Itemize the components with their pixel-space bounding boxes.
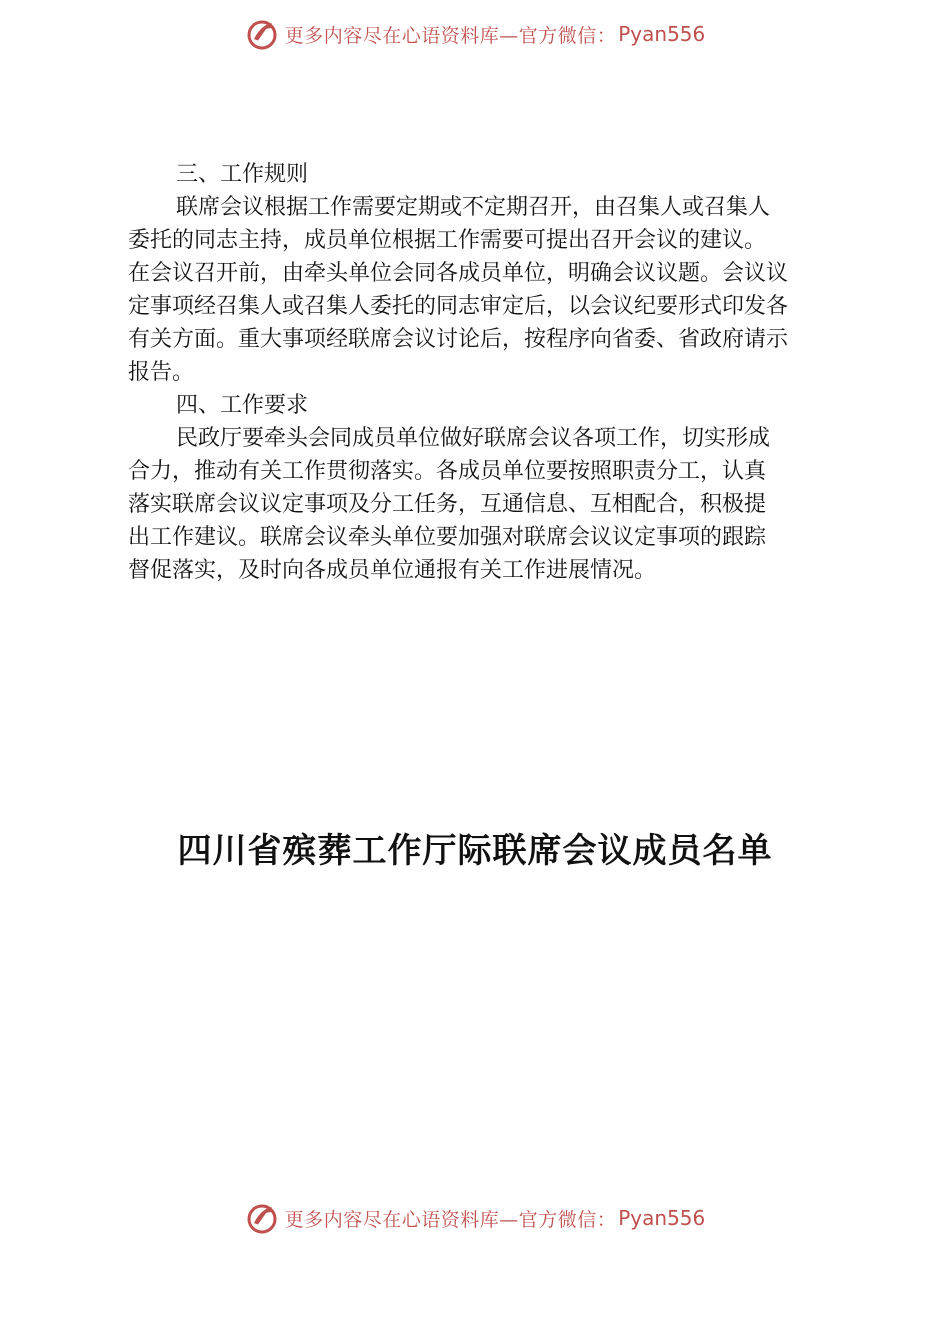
paragraph-line: 合力，推动有关工作贯彻落实。各成员单位要按照职责分工，认真 [128,459,767,484]
paragraph-line: 在会议召开前，由牵头单位会同各成员单位，明确会议议题。会议议 [128,261,789,286]
document-body [128,158,834,587]
logo-icon [245,17,279,51]
paragraph-line: 报告。 [128,360,195,385]
section-heading-rules: 三、工作规则 [176,162,309,187]
watermark-account: Pyan556 [618,1206,706,1230]
paragraph-line: 出工作建议。联席会议牵头单位要加强对联席会议议定事项的跟踪 [128,525,767,550]
watermark-header [0,14,950,54]
watermark-footer [0,1198,950,1238]
paragraph-line: 落实联席会议议定事项及分工任务，互通信息、互相配合，积极提 [128,492,767,517]
paragraph-line: 民政厅要牵头会同成员单位做好联席会议各项工作，切实形成 [176,426,771,451]
watermark-text: 更多内容尽在心语资料库—官方微信： [284,24,617,47]
paragraph-line: 督促落实，及时向各成员单位通报有关工作进展情况。 [128,558,657,583]
paragraph-line: 有关方面。重大事项经联席会议讨论后，按程序向省委、省政府请示 [128,327,789,352]
watermark-account: Pyan556 [618,22,706,46]
paragraph-line: 联席会议根据工作需要定期或不定期召开，由召集人或召集人 [176,195,771,220]
member-list-title: 四川省殡葬工作厅际联席会议成员名单 [177,831,773,871]
paragraph-line: 委托的同志主持，成员单位根据工作需要可提出召开会议的建议。 [128,228,767,253]
logo-icon [245,1201,279,1235]
watermark-text: 更多内容尽在心语资料库—官方微信： [284,1208,617,1231]
section-heading-requirements: 四、工作要求 [176,393,309,418]
paragraph-line: 定事项经召集人或召集人委托的同志审定后，以会议纪要形式印发各 [128,294,789,319]
